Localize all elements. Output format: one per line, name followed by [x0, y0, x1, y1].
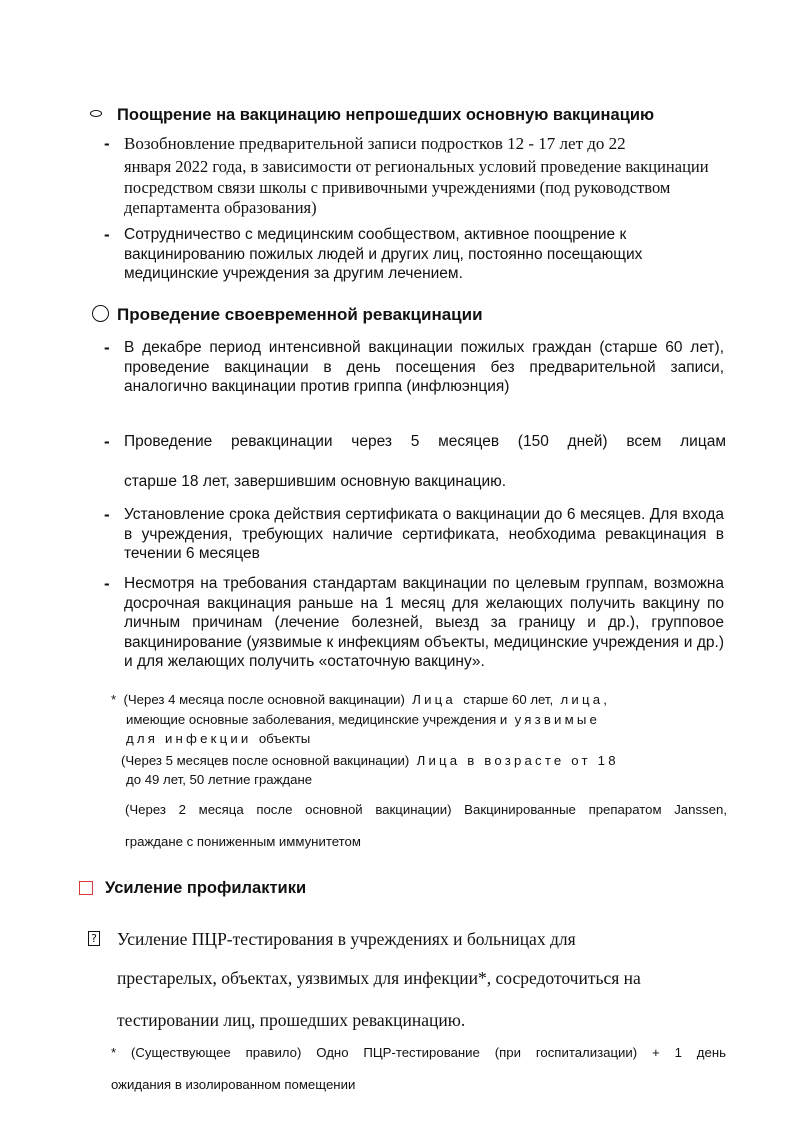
- note-2-months-line1: (Через 2 месяца после основной вакцинации) Вакцинированные препаратом Janssen,: [125, 802, 727, 817]
- item-teen-registration-line1: Возобновление предварительной записи подростков 12 - 17 лет до 22: [124, 134, 626, 153]
- note-2-months-line2: граждане с пониженным иммунитетом: [125, 834, 361, 849]
- item-teen-registration-rest: января 2022 года, в зависимости от региональных условий проведение вакцинации посредством связи школы с прививочными учреждениями (под руководством департамента образования): [124, 157, 709, 217]
- item-medical-community: Сотрудничество с медицинским сообществом, активное поощрение к вакцинированию пожилых людей и других лиц, постоянно посещающих медицинские учреждения за другим лечением.: [124, 226, 643, 282]
- section-heading-encouragement: Поощрение на вакцинацию непрошедших основную вакцинацию: [117, 106, 655, 124]
- dash-bullet: -: [104, 134, 110, 153]
- item-pcr-line2: престарелых, объектах, уязвимых для инфекции*, сосредоточиться на: [117, 968, 641, 988]
- item-5-month-revaccination-line2: старше 18 лет, завершившим основную вакцинацию.: [124, 473, 507, 490]
- dash-bullet: -: [104, 432, 110, 451]
- item-december-elderly: В декабре период интенсивной вакцинации пожилых граждан (старше 60 лет), проведение вакцинации в день посещения без предварительной записи, аналогично вакцинации против гриппа (инфлюэнция): [124, 339, 724, 395]
- circle-bullet-icon: [92, 305, 109, 322]
- dash-bullet: -: [104, 505, 110, 524]
- section-heading-prevention: Усиление профилактики: [105, 879, 307, 897]
- unknown-glyph-box-icon: ?: [88, 931, 100, 946]
- oval-bullet-icon: [90, 110, 102, 117]
- note-5-months-line1: (Через 5 месяцев после основной вакцинации) Лица в возрасте от 18: [121, 753, 619, 768]
- section-heading-revaccination: Проведение своевременной ревакцинации: [117, 305, 483, 324]
- note-existing-rule-line2: ожидания в изолированном помещении: [111, 1077, 356, 1092]
- item-pcr-line3: тестировании лиц, прошедших ревакцинацию.: [117, 1010, 466, 1030]
- item-early-vaccination: Несмотря на требования стандартам вакцинации по целевым группам, возможна досрочная вакцинация раньше на 1 месяц для желающих получить вакцину по личным причинам (лечение болезней, выезд за границу и др.), групповое вакцинирование (уязвимые к инфекциям объекты, медицинские учреждения и др.) и для желающих получить «остаточную вакцину».: [124, 575, 724, 670]
- dash-bullet: -: [104, 338, 110, 357]
- item-5-month-revaccination-line1: Проведение ревакцинации через 5 месяцев (150 дней) всем лицам: [124, 433, 726, 450]
- dash-bullet: -: [104, 574, 110, 593]
- note-existing-rule-line1: * (Существующее правило) Одно ПЦР-тестирование (при госпитализации) + 1 день: [111, 1045, 726, 1060]
- square-bullet-icon: [79, 881, 93, 895]
- note-5-months-line2: до 49 лет, 50 летние граждане: [126, 772, 313, 787]
- dash-bullet: -: [104, 225, 110, 244]
- note-4-months-line3: для инфекции объекты: [126, 731, 311, 746]
- item-certificate-validity: Установление срока действия сертификата о вакцинации до 6 месяцев. Для входа в учреждения, требующих наличие сертификата, необходима ревакцинация в течении 6 месяцев: [124, 506, 724, 562]
- note-4-months-line1: * (Через 4 месяца после основной вакцинации) Лица старше 60 лет, лица,: [111, 692, 611, 707]
- item-pcr-line1: Усиление ПЦР-тестирования в учреждениях и больницах для: [117, 929, 576, 949]
- note-4-months-line2: имеющие основные заболевания, медицинские учреждения и уязвимые: [126, 712, 601, 727]
